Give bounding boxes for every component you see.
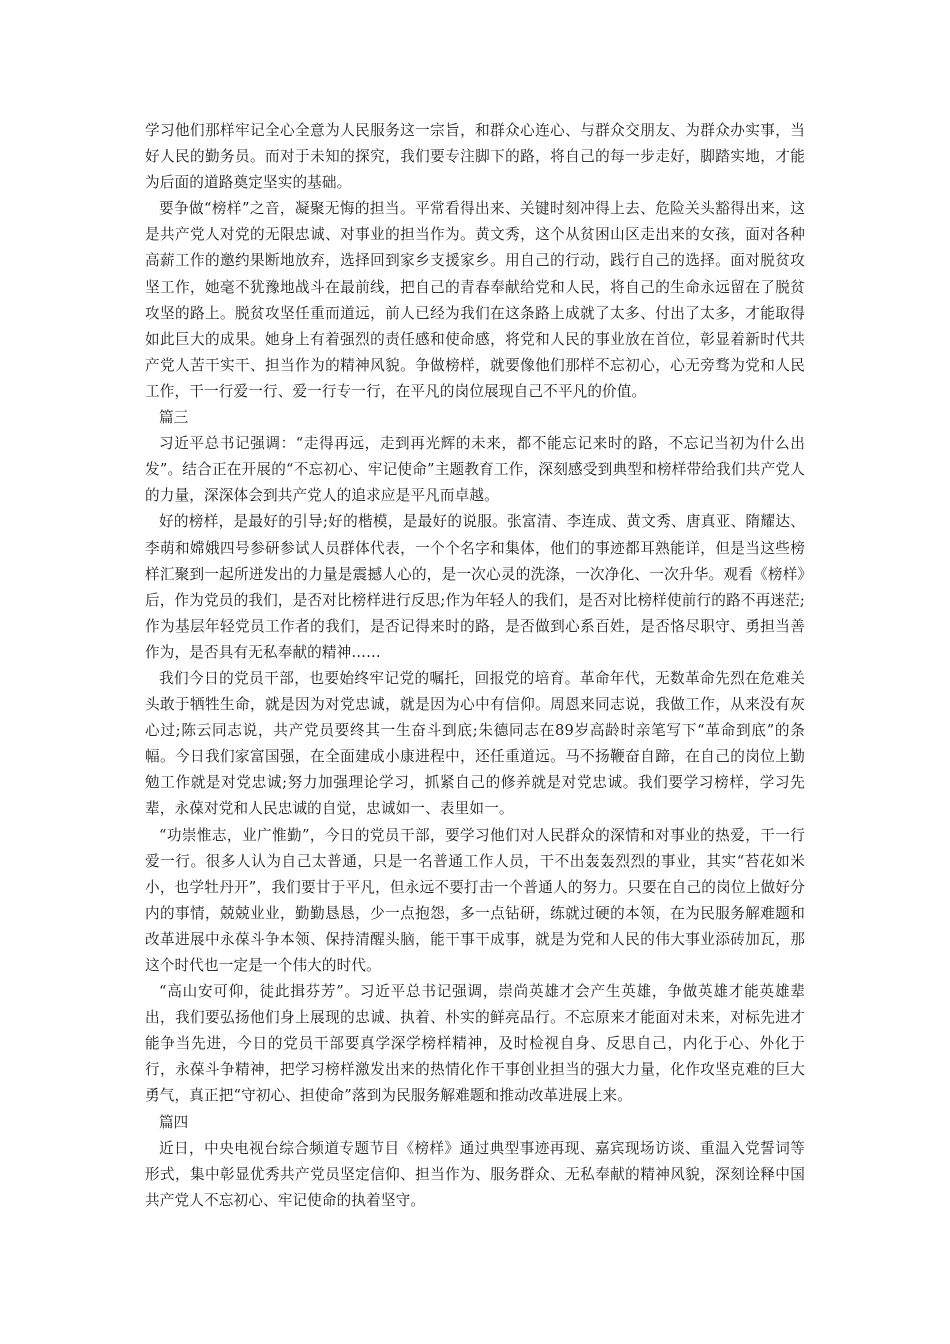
paragraph-3: 习近平总书记强调：“走得再远，走到再光辉的未来，都不能忘记来时的路，不忘记当初为什么出发”。结合正在开展的“不忘初心、牢记使命”主题教育工作，深刻感受到典型和榜样带给我们共产党人的力量，深深体会到共产党人的追求应是平凡而卓越。 bbox=[145, 435, 805, 505]
paragraph-4: 好的榜样，是最好的引导;好的楷模，是最好的说服。张富清、李连成、黄文秀、唐真亚、隋耀达、李萌和嫦娥四号参研参试人员群体代表，一个个名字和集体，他们的事迹都耳熟能详，但是当这些榜样汇聚到一起所迸发出的力量是震撼人心的，是一次心灵的洗涤，一次净化、一次升华。观看《榜样》后，作为党员的我们，是否对比榜样进行反思;作为年轻人的我们，是否对比榜样使前行的路不再迷茫;作为基层年轻党员工作者的我们，是否记得来时的路，是否做到心系百姓，是否恪尽职守、勇担当善作为，是否具有无私奉献的精神…… bbox=[145, 513, 805, 661]
paragraph-2: 要争做“榜样”之音，凝聚无悔的担当。平常看得出来、关键时刻冲得上去、危险关头豁得出来，这是共产党人对党的无限忠诚、对事业的担当作为。黄文秀，这个从贫困山区走出来的女孩，面对各种高薪工作的邀约果断地放弃，选择回到家乡支援家乡。用自己的行动，践行自己的选择。面对脱贫攻坚工作，她毫不犹豫地战斗在最前线，把自己的青春奉献给党和人民，将自己的生命永远留在了脱贫攻坚的路上。脱贫攻坚任重而道远，前人已经为我们在这条路上成就了太多、付出了太多，才能取得如此巨大的成果。她身上有着强烈的责任感和使命感，将党和人民的事业放在首位，彰显着新时代共产党人苦干实干、担当作为的精神风貌。争做榜样，就要像他们那样不忘初心，心无旁骛为党和人民工作，干一行爱一行、爱一行专一行，在平凡的岗位展现自己不平凡的价值。 bbox=[145, 200, 805, 400]
paragraph-5: 我们今日的党员干部，也要始终牢记党的嘱托，回报党的培育。革命年代，无数革命先烈在危难关头敢于牺牲生命，就是因为对党忠诚，就是因为心中有信仰。周恩来同志说，我做工作，从来没有灰心过;陈云同志说，共产党员要终其一生奋斗到底;朱德同志在89岁高龄时亲笔写下“革命到底”的条幅。今日我们家富国强，在全面建成小康进程中，还任重道远。马不扬鞭奋自蹄，在自己的岗位上勤勉工作就是对党忠诚;努力加强理论学习，抓紧自己的修养就是对党忠诚。我们要学习榜样，学习先辈，永葆对党和人民忠诚的自觉，忠诚如一、表里如一。 bbox=[145, 669, 805, 818]
paragraph-8: 近日，中央电视台综合频道专题节目《榜样》通过典型事迹再现、嘉宾现场访谈、重温入党誓词等形式，集中彰显优秀共产党员坚定信仰、担当作为、服务群众、无私奉献的精神风貌，深刻诠释中国共产党人不忘初心、牢记使命的执着坚守。 bbox=[145, 1139, 805, 1209]
section-heading-3: 篇三 bbox=[159, 409, 189, 427]
paragraph-1: 学习他们那样牢记全心全意为人民服务这一宗旨，和群众心连心、与群众交朋友、为群众办实事，当好人民的勤务员。而对于未知的探究，我们要专注脚下的路，将自己的每一步走好，脚踏实地，才能为后面的道路奠定坚实的基础。 bbox=[145, 122, 805, 192]
document-body bbox=[145, 118, 805, 1214]
section-heading-4: 篇四 bbox=[159, 1113, 189, 1131]
paragraph-6: “功崇惟志，业广惟勤”，今日的党员干部，要学习他们对人民群众的深情和对事业的热爱，干一行爱一行。很多人认为自己太普通，只是一名普通工作人员，干不出轰轰烈烈的事业，其实“苔花如米小，也学牡丹开”，我们要甘于平凡，但永远不要打击一个普通人的努力。只要在自己的岗位上做好分内的事情，兢兢业业，勤勤恳恳，少一点抱怨，多一点钻研，练就过硬的本领，在为民服务解难题和改革进展中永葆斗争本领、保持清醒头脑，能干事干成事，就是为党和人民的伟大事业添砖加瓦，那这个时代也一定是一个伟大的时代。 bbox=[145, 826, 805, 974]
paragraph-7: “高山安可仰，徒此揖芬芳”。习近平总书记强调，崇尚英雄才会产生英雄，争做英雄才能英雄辈出，我们要弘扬他们身上展现的忠诚、执着、朴实的鲜亮品行。不忘原来才能面对未来，对标先进才能争当先进，今日的党员干部要真学深学榜样精神，及时检视自身、反思自己，内化于心、外化于行，永葆斗争精神，把学习榜样激发出来的热情化作干事创业担当的强大力量，化作攻坚克难的巨大勇气，真正把“守初心、担使命”落到为民服务解难题和推动改革进展上来。 bbox=[145, 983, 805, 1105]
